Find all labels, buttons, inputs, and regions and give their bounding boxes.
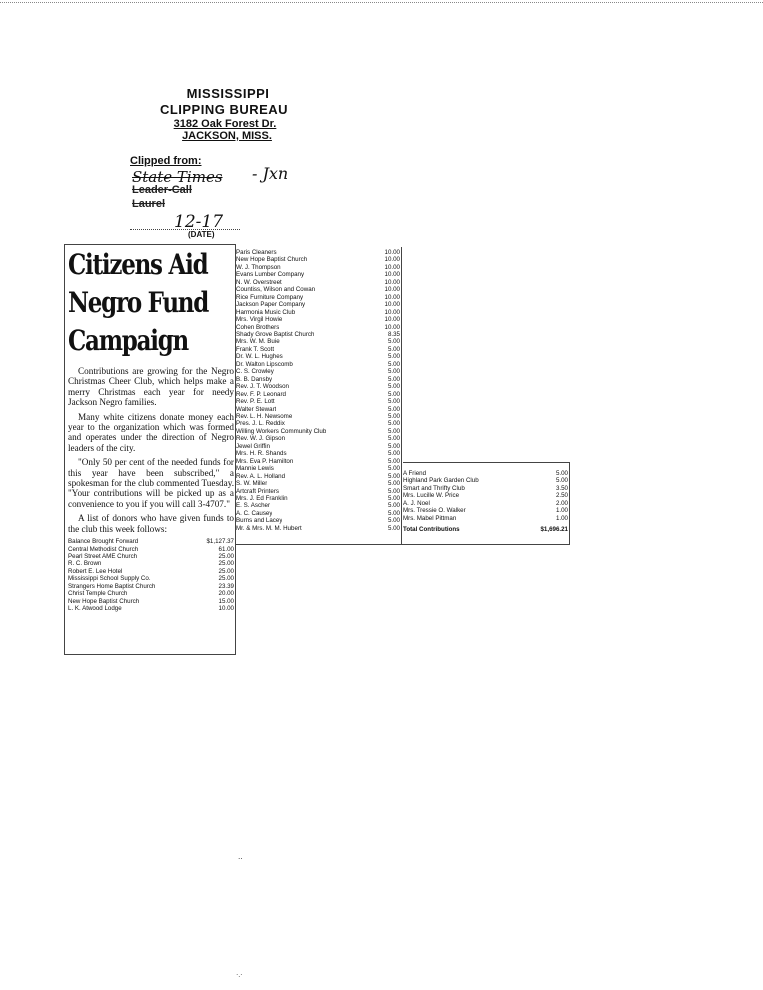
donor-name: Mannie Lewis [236,465,274,473]
donor-amount: 5.00 [387,383,400,391]
donor-amount: 25.00 [218,567,234,575]
total-row [403,526,568,533]
donor-amount: 5.00 [387,435,400,443]
donor-row [68,546,234,553]
donor-name: W. J. Thompson [236,263,281,271]
donor-name: A. C. Causey [236,509,273,517]
donor-row [68,560,234,567]
donor-name: A. J. Noel [403,499,430,507]
donor-row [68,598,234,605]
donor-name: New Hope Baptist Church [236,256,308,264]
donor-amount: 5.00 [387,427,400,435]
article-paragraph: A list of donors who have given funds to the club this week follows: [68,513,234,534]
donor-name: Mrs. Eva P. Hamilton [236,457,294,465]
headline [68,246,232,360]
donor-name: Burns and Lacey [236,517,283,525]
donor-amount: 1.00 [555,507,568,515]
donor-row [236,324,400,331]
donor-name: C. S. Crowley [236,368,274,376]
donor-amount: 10.00 [384,293,400,301]
donor-amount: 5.00 [387,420,400,428]
donor-amount: 10.00 [384,286,400,294]
donor-row [236,517,400,524]
headline-line: Citizens Aid [68,248,208,281]
donor-name: Mrs. Lucille W. Price [403,492,460,500]
donor-name: Paris Cleaners [236,249,277,256]
clip-top-edge [64,244,236,245]
donor-row [236,383,400,390]
donor-row [236,428,400,435]
donor-name: Harmonia Music Club [236,308,296,316]
donor-row [236,450,400,457]
donor-row [236,458,400,465]
article-paragraph: Many white citizens donate money each year to the organization which was formed and operates under the direction of Negro leaders of the city. [68,411,234,453]
donor-name: Mrs. J. Ed Franklin [236,494,288,502]
date-underline [130,229,240,230]
donor-name: Mrs. H. R. Shands [236,450,287,458]
donor-name: Central Methodist Church [68,545,139,553]
donor-amount: 10.00 [384,308,400,316]
donor-name: Artcraft Printers [236,487,279,495]
total-amount: $1,696.21 [540,526,568,534]
scan-speck: ‥ [238,853,243,861]
headline-line: Campaign [68,324,189,357]
donor-row [236,346,400,353]
date-label: (DATE) [188,230,215,239]
donor-amount: 25.00 [218,560,234,568]
donor-name: Walter Stewart [236,405,277,413]
donor-name: New Hope Baptist Church [68,597,140,605]
donor-name: B. B. Dansby [236,375,273,383]
donor-name: R. C. Brown [68,560,102,568]
donor-amount: 5.00 [387,442,400,450]
donor-amount: 5.00 [555,477,568,485]
stamp-city: JACKSON, MISS. [182,130,272,142]
donor-name: Pearl Street AME Church [68,553,138,560]
donor-amount: 5.00 [387,338,400,346]
clip-bottom-edge [64,654,236,655]
donor-amount: 1.00 [555,514,568,522]
donor-row [403,515,568,522]
donor-row [236,435,400,442]
donor-amount: 5.00 [387,494,400,502]
clipping-bureau-stamp [128,86,308,142]
donor-amount: 10.00 [384,271,400,279]
donor-amount: 61.00 [218,545,234,553]
donor-amount: 5.00 [387,517,400,525]
stamp-state: MISSISSIPPI [186,86,270,101]
donor-amount: 10.00 [384,256,400,264]
donor-name: Rev. W. J. Gipson [236,435,286,443]
donor-name: Evans Lumber Company [236,271,305,279]
handwritten-note: - Jxn [252,164,289,183]
donor-name: N. W. Overstreet [236,278,282,286]
donor-name: Shady Grove Baptist Church [236,330,315,338]
donor-amount: 10.00 [218,605,234,613]
donor-row [236,353,400,360]
donor-row [236,331,400,338]
donor-name: Countiss, Wilson and Cowan [236,286,316,294]
donor-row [236,338,400,345]
donor-amount: 5.00 [387,524,400,532]
donor-amount: $1,127.37 [206,538,234,546]
donor-row [236,420,400,427]
donor-row [68,590,234,597]
donor-amount: 10.00 [384,278,400,286]
donor-row [403,470,568,477]
donor-name: Dr. Walton Lipscomb [236,360,293,368]
donor-row [236,406,400,413]
donor-name: Mrs. Virgil Howie [236,316,283,324]
donor-row [236,286,400,293]
donor-amount: 10.00 [384,263,400,271]
donor-amount: 5.00 [387,502,400,510]
donor-row [236,294,400,301]
donor-name: Mrs. W. M. Buie [236,338,280,346]
donor-row [236,502,400,509]
donor-name: Mrs. Tressie O. Walker [403,507,466,515]
donor-row [236,361,400,368]
donor-row [236,488,400,495]
donor-list-col3 [403,470,568,534]
donor-amount: 5.00 [387,345,400,353]
donor-row [236,510,400,517]
donor-name: L. K. Atwood Lodge [68,605,122,613]
donor-amount: 25.00 [218,553,234,560]
donor-amount: 3.50 [555,484,568,492]
stamp-bureau-name: CLIPPING BUREAU [159,102,289,117]
donor-list-col1 [68,538,234,613]
donor-name: A Friend [403,470,427,477]
struck-source-1: Leader-Call [132,184,192,196]
donor-name: S. W. Miller [236,480,268,488]
donor-amount: 10.00 [384,323,400,331]
donor-row [236,249,400,256]
donor-name: Pres. J. L. Reddix [236,420,285,428]
donor-row [236,480,400,487]
donor-amount: 5.00 [387,487,400,495]
donor-row [403,492,568,499]
article-paragraph: "Only 50 per cent of the needed funds for this year have been subscribed," a spokesman for the club commented Tuesday. "Your contributions will be picked up as a convenience to you if you will call 3-4707." [68,457,234,509]
donor-name: Frank T. Scott [236,345,275,353]
donor-amount: 5.00 [387,480,400,488]
donor-row [236,413,400,420]
donor-name: Christ Temple Church [68,590,128,598]
donor-row [403,507,568,514]
column-divider-2 [401,247,402,544]
col3-bottom-edge [401,544,570,545]
donor-amount: 5.00 [387,353,400,361]
donor-amount: 2.50 [555,492,568,500]
donor-row [236,376,400,383]
donor-row [236,443,400,450]
donor-name: Mississippi School Supply Co. [68,575,151,583]
total-label: Total Contributions [403,526,460,534]
donor-row [236,525,400,532]
col3-top-rule [403,462,570,463]
donor-name: Strangers Home Baptist Church [68,582,156,590]
donor-name: Cohen Brothers [236,323,280,331]
donor-amount: 25.00 [218,575,234,583]
donor-name: E. S. Ascher [236,502,271,510]
donor-amount: 2.00 [555,499,568,507]
donor-row [236,256,400,263]
donor-name: Jackson Paper Company [236,301,306,309]
donor-amount: 5.00 [387,472,400,480]
donor-row [236,316,400,323]
donor-row [403,485,568,492]
news-article [68,246,234,613]
donor-row [236,279,400,286]
col2-bottom-edge [235,544,402,545]
donor-row [403,477,568,484]
scan-speck: ·.· [236,971,243,979]
donor-amount: 10.00 [384,301,400,309]
donor-name: Rev. F. P. Leonard [236,390,286,398]
donor-row [68,583,234,590]
donor-row [236,495,400,502]
donor-row [236,465,400,472]
donor-row [236,473,400,480]
donor-amount: 5.00 [387,457,400,465]
donor-row [236,398,400,405]
donor-row [236,264,400,271]
donor-row [68,568,234,575]
donor-name: Jewel Griffin [236,442,270,450]
donor-amount: 5.00 [387,405,400,413]
donor-amount: 10.00 [384,316,400,324]
donor-name: Rev. P. E. Lott [236,398,275,406]
donor-list-col2 [236,249,400,532]
donor-name: Highland Park Garden Club [403,477,479,485]
handwritten-source: State Times [132,168,223,186]
donor-amount: 5.00 [387,465,400,473]
donor-row [236,301,400,308]
donor-row [236,271,400,278]
donor-amount: 8.35 [387,330,400,338]
donor-row [236,368,400,375]
donor-name: Rice Furniture Company [236,293,304,301]
donor-amount: 15.00 [218,597,234,605]
headline-line: Negro Fund [68,286,209,319]
donor-name: Rev. L. H. Newsome [236,412,293,420]
clipped-from-label: Clipped from: [130,155,202,167]
donor-amount: 5.00 [387,368,400,376]
donor-amount: 5.00 [387,375,400,383]
struck-source-2: Laurel [132,198,166,210]
donor-amount: 5.00 [387,390,400,398]
donor-amount: 10.00 [384,249,400,256]
donor-amount: 5.00 [387,509,400,517]
donor-amount: 23.39 [218,582,234,590]
donor-name: Dr. W. L. Hughes [236,353,283,361]
donor-amount: 5.00 [387,412,400,420]
donor-row [68,575,234,582]
donor-name: Mr. & Mrs. M. M. Hubert [236,524,302,532]
donor-row [68,538,234,545]
donor-name: Smart and Thrifty Club [403,484,465,492]
donor-row [68,553,234,560]
scan-top-edge [0,2,763,3]
donor-row [68,605,234,612]
donor-name: Mrs. Mabel Pittman [403,514,457,522]
donor-amount: 5.00 [387,398,400,406]
donor-amount: 5.00 [387,360,400,368]
clip-left-edge [64,244,65,654]
donor-row [236,309,400,316]
article-paragraph: Contributions are growing for the Negro Christmas Cheer Club, which helps make a merry Christmas each year for needy Jackson Negro families. [68,366,234,408]
donor-name: Willing Workers Community Club [236,427,327,435]
donor-amount: 5.00 [555,470,568,477]
handwritten-date: 12-17 [174,212,224,232]
donor-amount: 5.00 [387,450,400,458]
donor-name: Balance Brought Forward [68,538,139,546]
donor-row [403,500,568,507]
stamp-address: 3182 Oak Forest Dr. [173,118,277,130]
donor-name: Robert E. Lee Hotel [68,567,123,575]
donor-name: Rev. A. L. Holland [236,472,286,480]
donor-amount: 20.00 [218,590,234,598]
donor-row [236,391,400,398]
donor-name: Rev. J. T. Woodson [236,383,289,391]
col3-right-edge [569,462,570,544]
